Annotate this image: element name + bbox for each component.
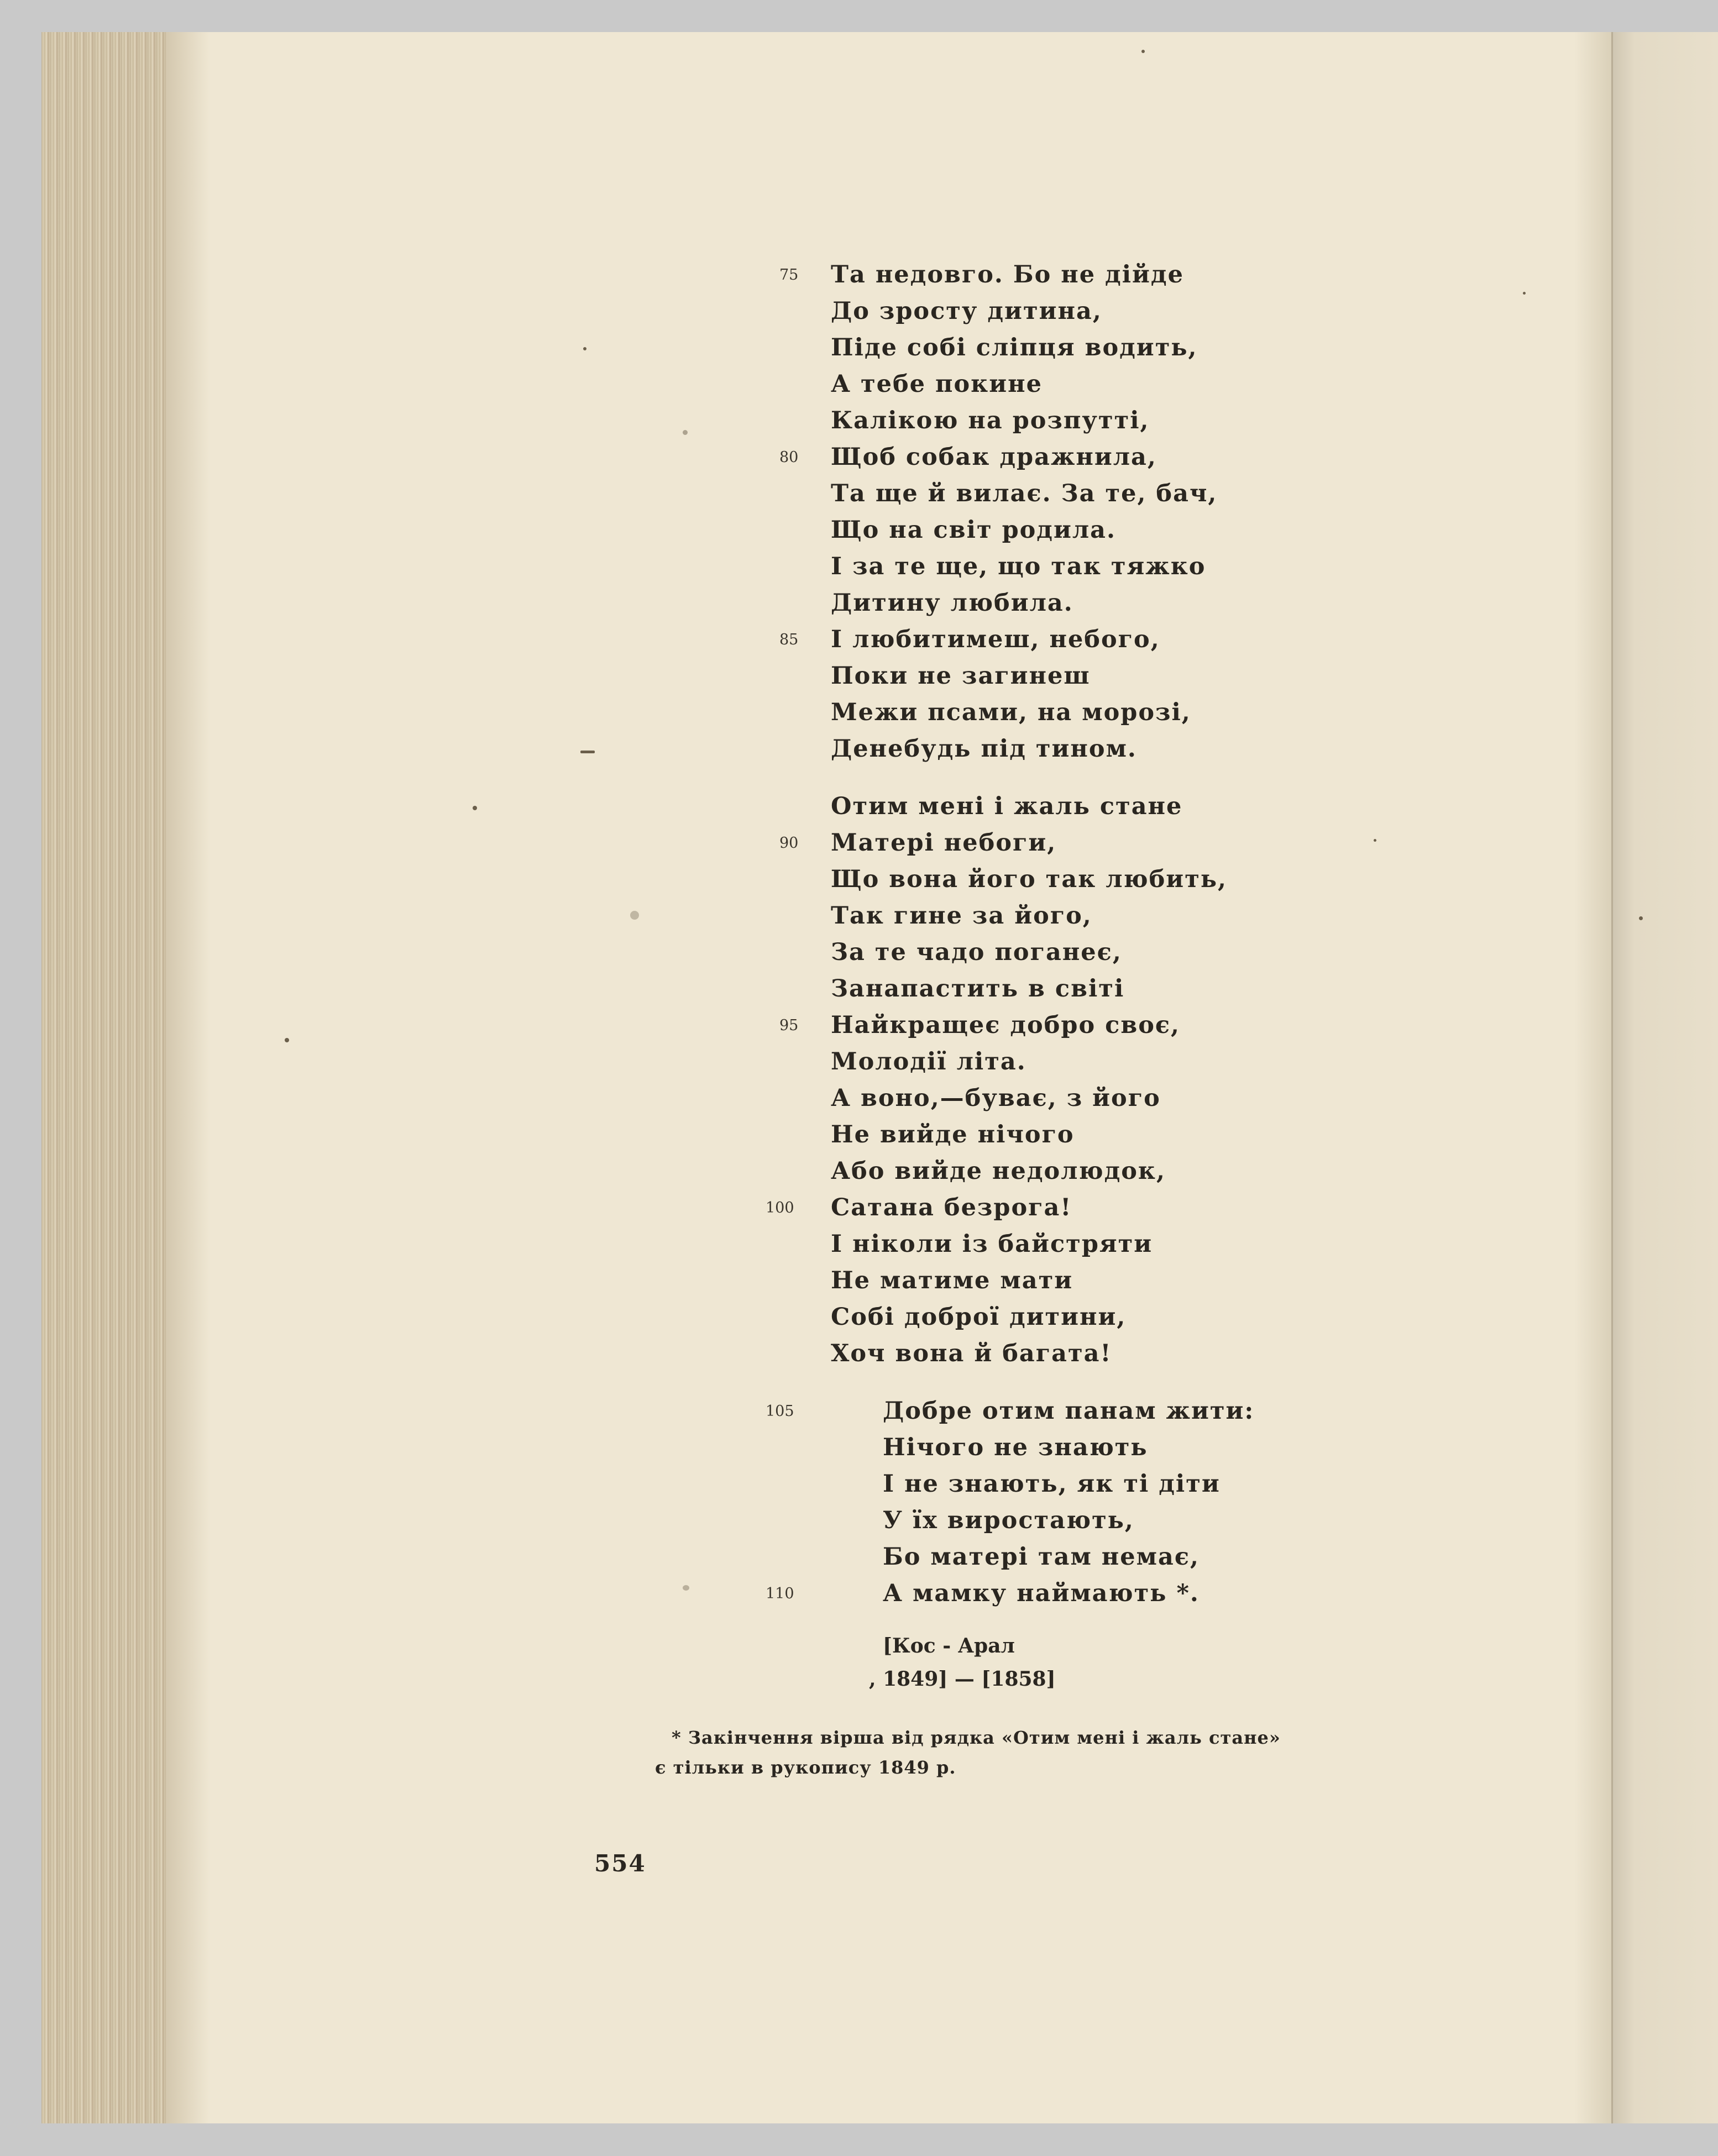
verse-line: І ніколи із байстряти (831, 1230, 1153, 1258)
verse-line: А мамку наймають *. (883, 1580, 1200, 1607)
verse-line: У їх виростають, (883, 1507, 1134, 1534)
verse-line: Бо матері там немає, (883, 1543, 1200, 1571)
verse-line: Денебудь під тином. (831, 735, 1137, 763)
page-number: 554 (594, 1850, 646, 1877)
verse-line: Не вийде нічого (831, 1121, 1075, 1148)
verse-line: Добре отим панам жити: (883, 1397, 1255, 1425)
verse-line: За те чадо поганеє, (831, 938, 1122, 966)
verse-line: Матері небоги, (831, 829, 1057, 857)
verse-line: Молодії літа. (831, 1048, 1026, 1076)
verse-line: Нічого не знають (883, 1434, 1148, 1461)
verse-line: Що на світ родила. (831, 516, 1117, 544)
verse-line: А тебе покине (831, 370, 1043, 398)
book-page-scan (41, 32, 1718, 2123)
verse-line: І не знають, як ті діти (883, 1470, 1221, 1498)
line-number: 95 (779, 1017, 799, 1034)
verse-line: І любитимеш, небого, (831, 626, 1160, 653)
verse-line: Не матиме мати (831, 1267, 1073, 1294)
line-number: 75 (779, 266, 799, 284)
line-number: 80 (779, 449, 799, 466)
line-number: 90 (779, 835, 799, 852)
verse-line: І за те ще, що так тяжко (831, 553, 1206, 580)
verse-line: Отим мені і жаль стане (831, 793, 1183, 820)
verse-line: Що вона його так любить, (831, 865, 1227, 893)
line-number: 85 (779, 631, 799, 648)
verse-line: Щоб собак дражнила, (831, 443, 1157, 471)
verse-line: Собі доброї дитини, (831, 1303, 1127, 1331)
line-number: 100 (766, 1199, 794, 1216)
verse-line: Найкращеє добро своє, (831, 1011, 1181, 1039)
footnote: * Закінчення вірша від рядка «Отим мені і жаль стане» (672, 1727, 1281, 1748)
verse-line: Калікою на розпутті, (831, 407, 1150, 434)
place-date-line: , 1849] — [1858] (869, 1667, 1056, 1691)
verse-line: Дитину любила. (831, 589, 1073, 617)
verse-line: Та ще й вилає. За те, бач, (831, 480, 1218, 507)
verse-line: Або вийде недолюдок, (831, 1157, 1166, 1185)
verse-line: Так гине за його, (831, 902, 1092, 930)
poem-text (41, 32, 1718, 2123)
line-number: 110 (766, 1585, 794, 1602)
verse-line: Межи псами, на морозі, (831, 699, 1191, 726)
verse-line: Піде собі сліпця водить, (831, 334, 1198, 361)
verse-line: А воно,—буває, з його (831, 1084, 1161, 1112)
verse-line: Занапастить в світі (831, 975, 1125, 1003)
place-date-line: [Кос - Арал (883, 1634, 1015, 1657)
verse-line: Та недовго. Бо не дійде (831, 261, 1184, 288)
verse-line: Сатана безрога! (831, 1194, 1072, 1221)
footnote: є тільки в рукопису 1849 р. (655, 1757, 956, 1778)
verse-line: Поки не загинеш (831, 662, 1091, 690)
verse-line: Хоч вона й багата! (831, 1340, 1112, 1367)
line-number: 105 (766, 1403, 794, 1420)
verse-line: До зросту дитина, (831, 297, 1102, 325)
